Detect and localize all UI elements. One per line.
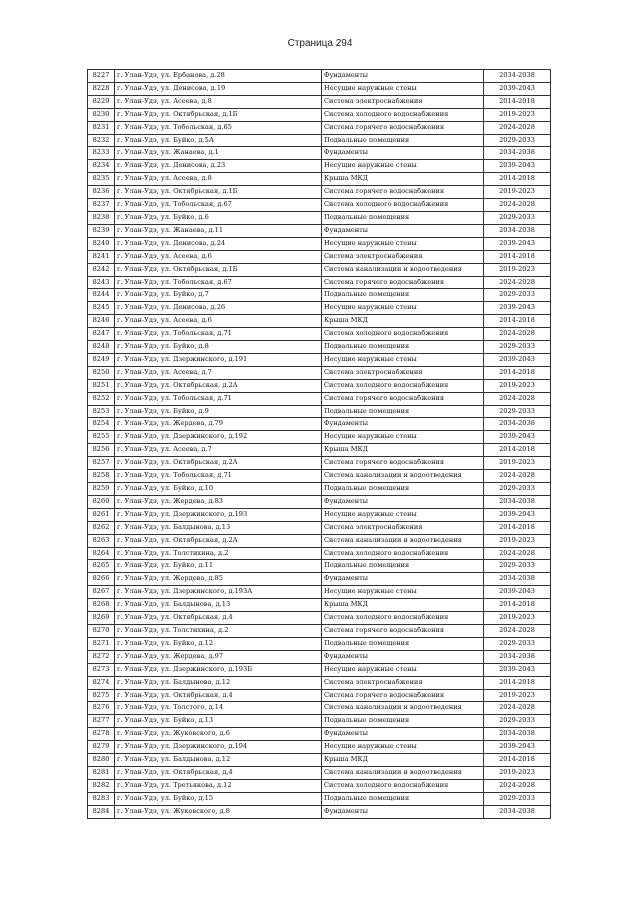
work-type-cell: Система канализации и водоотведения <box>322 766 484 779</box>
table-row <box>88 431 551 444</box>
row-number-cell: 8240 <box>88 237 115 250</box>
address-cell: г. Улан-Удэ, ул. Октябрьская, д.4 <box>115 689 322 702</box>
work-type-cell: Система электроснабжения <box>322 366 484 379</box>
period-cell: 2039-2043 <box>484 353 551 366</box>
work-type-cell: Система горячего водоснабжения <box>322 186 484 199</box>
table-row <box>88 70 551 83</box>
table-row <box>88 676 551 689</box>
address-cell: г. Улан-Удэ, ул. Асеева, д.8 <box>115 95 322 108</box>
period-cell: 2024-2028 <box>484 328 551 341</box>
address-cell: г. Улан-Удэ, ул. Жанаева, д.1 <box>115 147 322 160</box>
row-number-cell: 8268 <box>88 599 115 612</box>
table-row <box>88 483 551 496</box>
address-cell: г. Улан-Удэ, ул. Дзержинского, д.193А <box>115 586 322 599</box>
work-type-cell: Несущие наружные стены <box>322 431 484 444</box>
row-number-cell: 8256 <box>88 444 115 457</box>
period-cell: 2014-2018 <box>484 444 551 457</box>
table-row <box>88 160 551 173</box>
row-number-cell: 8259 <box>88 483 115 496</box>
table-row <box>88 663 551 676</box>
address-cell: г. Улан-Удэ, ул. Денисова, д.23 <box>115 160 322 173</box>
period-cell: 2024-2028 <box>484 470 551 483</box>
row-number-cell: 8274 <box>88 676 115 689</box>
address-cell: г. Улан-Удэ, ул. Тобольская, д.71 <box>115 328 322 341</box>
address-cell: г. Улан-Удэ, ул. Балдынова, д.13 <box>115 521 322 534</box>
work-type-cell: Крыша МКД <box>322 315 484 328</box>
address-cell: г. Улан-Удэ, ул. Асеева, д.7 <box>115 444 322 457</box>
address-cell: г. Улан-Удэ, ул. Жанаева, д.11 <box>115 224 322 237</box>
work-type-cell: Система канализации и водоотведения <box>322 534 484 547</box>
table-row <box>88 353 551 366</box>
table-row <box>88 534 551 547</box>
work-type-cell: Система холодного водоснабжения <box>322 108 484 121</box>
work-type-cell: Система холодного водоснабжения <box>322 199 484 212</box>
work-type-cell: Система канализации и водоотведения <box>322 263 484 276</box>
address-cell: г. Улан-Удэ, ул. Денисова, д.24 <box>115 237 322 250</box>
table-row <box>88 405 551 418</box>
address-cell: г. Улан-Удэ, ул. Толстихина, д.2 <box>115 547 322 560</box>
table-row <box>88 392 551 405</box>
row-number-cell: 8263 <box>88 534 115 547</box>
work-type-cell: Система канализации и водоотведения <box>322 470 484 483</box>
address-cell: г. Улан-Удэ, ул. Дзержинского, д.193 <box>115 508 322 521</box>
period-cell: 2039-2043 <box>484 431 551 444</box>
period-cell: 2039-2043 <box>484 586 551 599</box>
address-cell: г. Улан-Удэ, ул. Балдынова, д.12 <box>115 754 322 767</box>
row-number-cell: 8230 <box>88 108 115 121</box>
work-type-cell: Фундаменты <box>322 495 484 508</box>
row-number-cell: 8260 <box>88 495 115 508</box>
period-cell: 2019-2023 <box>484 766 551 779</box>
row-number-cell: 8251 <box>88 379 115 392</box>
period-cell: 2034-2038 <box>484 728 551 741</box>
row-number-cell: 8281 <box>88 766 115 779</box>
table-row <box>88 418 551 431</box>
address-cell: г. Улан-Удэ, ул. Дзержинского, д.191 <box>115 353 322 366</box>
work-type-cell: Система электроснабжения <box>322 250 484 263</box>
period-cell: 2014-2018 <box>484 754 551 767</box>
row-number-cell: 8261 <box>88 508 115 521</box>
work-type-cell: Несущие наружные стены <box>322 237 484 250</box>
work-type-cell: Фундаменты <box>322 70 484 83</box>
table-row <box>88 779 551 792</box>
address-cell: г. Улан-Удэ, ул. Денисова, д.19 <box>115 82 322 95</box>
period-cell: 2029-2033 <box>484 637 551 650</box>
period-cell: 2029-2033 <box>484 289 551 302</box>
row-number-cell: 8252 <box>88 392 115 405</box>
work-type-cell: Подвальные помещения <box>322 483 484 496</box>
period-cell: 2024-2028 <box>484 276 551 289</box>
period-cell: 2029-2033 <box>484 483 551 496</box>
table-row <box>88 624 551 637</box>
period-cell: 2024-2028 <box>484 624 551 637</box>
row-number-cell: 8243 <box>88 276 115 289</box>
address-cell: г. Улан-Удэ, ул. Асеева, д.6 <box>115 315 322 328</box>
work-type-cell: Подвальные помещения <box>322 134 484 147</box>
address-cell: г. Улан-Удэ, ул. Октябрьская, д.2А <box>115 379 322 392</box>
row-number-cell: 8279 <box>88 741 115 754</box>
address-cell: г. Улан-Удэ, ул. Дзержинского, д.192 <box>115 431 322 444</box>
address-cell: г. Улан-Удэ, ул. Ербанова, д.28 <box>115 70 322 83</box>
work-type-cell: Несущие наружные стены <box>322 586 484 599</box>
row-number-cell: 8234 <box>88 160 115 173</box>
address-cell: г. Улан-Удэ, ул. Жуковского, д.6 <box>115 728 322 741</box>
address-cell: г. Улан-Удэ, ул. Октябрьская, д.4 <box>115 612 322 625</box>
row-number-cell: 8273 <box>88 663 115 676</box>
row-number-cell: 8271 <box>88 637 115 650</box>
address-cell: г. Улан-Удэ, ул. Тобольская, д.65 <box>115 121 322 134</box>
row-number-cell: 8275 <box>88 689 115 702</box>
address-cell: г. Улан-Удэ, ул. Октябрьская, д.2А <box>115 457 322 470</box>
work-type-cell: Фундаменты <box>322 728 484 741</box>
row-number-cell: 8241 <box>88 250 115 263</box>
row-number-cell: 8262 <box>88 521 115 534</box>
period-cell: 2019-2023 <box>484 263 551 276</box>
work-type-cell: Крыша МКД <box>322 754 484 767</box>
row-number-cell: 8276 <box>88 702 115 715</box>
period-cell: 2019-2023 <box>484 612 551 625</box>
table-row <box>88 573 551 586</box>
period-cell: 2034-2038 <box>484 495 551 508</box>
row-number-cell: 8247 <box>88 328 115 341</box>
table-row <box>88 211 551 224</box>
row-number-cell: 8267 <box>88 586 115 599</box>
address-cell: г. Улан-Удэ, ул. Буйко, д.11 <box>115 560 322 573</box>
row-number-cell: 8239 <box>88 224 115 237</box>
row-number-cell: 8270 <box>88 624 115 637</box>
period-cell: 2019-2023 <box>484 689 551 702</box>
row-number-cell: 8233 <box>88 147 115 160</box>
row-number-cell: 8280 <box>88 754 115 767</box>
period-cell: 2014-2018 <box>484 95 551 108</box>
table-row <box>88 637 551 650</box>
work-type-cell: Подвальные помещения <box>322 341 484 354</box>
period-cell: 2019-2023 <box>484 186 551 199</box>
period-cell: 2029-2033 <box>484 405 551 418</box>
address-cell: г. Улан-Удэ, ул. Толстихина, д.2 <box>115 624 322 637</box>
work-type-cell: Несущие наружные стены <box>322 353 484 366</box>
period-cell: 2039-2043 <box>484 302 551 315</box>
row-number-cell: 8264 <box>88 547 115 560</box>
period-cell: 2039-2043 <box>484 82 551 95</box>
row-number-cell: 8284 <box>88 805 115 818</box>
period-cell: 2029-2033 <box>484 134 551 147</box>
period-cell: 2039-2043 <box>484 508 551 521</box>
table-row <box>88 741 551 754</box>
work-type-cell: Фундаменты <box>322 650 484 663</box>
table-row <box>88 224 551 237</box>
period-cell: 2019-2023 <box>484 379 551 392</box>
address-cell: г. Улан-Удэ, ул. Тобольская, д.71 <box>115 392 322 405</box>
address-cell: г. Улан-Удэ, ул. Буйко, д.10 <box>115 483 322 496</box>
work-type-cell: Система горячего водоснабжения <box>322 689 484 702</box>
row-number-cell: 8244 <box>88 289 115 302</box>
row-number-cell: 8250 <box>88 366 115 379</box>
table-row <box>88 328 551 341</box>
work-type-cell: Система горячего водоснабжения <box>322 276 484 289</box>
row-number-cell: 8282 <box>88 779 115 792</box>
row-number-cell: 8249 <box>88 353 115 366</box>
address-cell: г. Улан-Удэ, ул. Буйко, д.8 <box>115 341 322 354</box>
table-row <box>88 702 551 715</box>
work-type-cell: Крыша МКД <box>322 444 484 457</box>
address-cell: г. Улан-Удэ, ул. Толстого, д.14 <box>115 702 322 715</box>
address-cell: г. Улан-Удэ, ул. Тобольская, д.71 <box>115 470 322 483</box>
repair-schedule-table <box>87 69 551 819</box>
address-cell: г. Улан-Удэ, ул. Жуковского, д.8 <box>115 805 322 818</box>
period-cell: 2014-2018 <box>484 599 551 612</box>
row-number-cell: 8255 <box>88 431 115 444</box>
table-row <box>88 379 551 392</box>
row-number-cell: 8277 <box>88 715 115 728</box>
table-row <box>88 728 551 741</box>
period-cell: 2014-2018 <box>484 173 551 186</box>
row-number-cell: 8228 <box>88 82 115 95</box>
row-number-cell: 8253 <box>88 405 115 418</box>
address-cell: г. Улан-Удэ, ул. Дзержинского, д.194 <box>115 741 322 754</box>
work-type-cell: Система горячего водоснабжения <box>322 392 484 405</box>
work-type-cell: Подвальные помещения <box>322 405 484 418</box>
address-cell: г. Улан-Удэ, ул. Жердева, д.97 <box>115 650 322 663</box>
address-cell: г. Улан-Удэ, ул. Октябрьская, д.2А <box>115 534 322 547</box>
address-cell: г. Улан-Удэ, ул. Тобольская, д.67 <box>115 276 322 289</box>
work-type-cell: Система холодного водоснабжения <box>322 779 484 792</box>
work-type-cell: Несущие наружные стены <box>322 508 484 521</box>
period-cell: 2024-2028 <box>484 199 551 212</box>
row-number-cell: 8236 <box>88 186 115 199</box>
address-cell: г. Улан-Удэ, ул. Октябрьская, д.1Б <box>115 186 322 199</box>
table-row <box>88 134 551 147</box>
address-cell: г. Улан-Удэ, ул. Денисова, д.26 <box>115 302 322 315</box>
table-row <box>88 495 551 508</box>
work-type-cell: Крыша МКД <box>322 599 484 612</box>
table-row <box>88 250 551 263</box>
row-number-cell: 8248 <box>88 341 115 354</box>
row-number-cell: 8272 <box>88 650 115 663</box>
address-cell: г. Улан-Удэ, ул. Буйко, д.13 <box>115 715 322 728</box>
table-row <box>88 521 551 534</box>
address-cell: г. Улан-Удэ, ул. Буйко, д.15 <box>115 792 322 805</box>
work-type-cell: Несущие наружные стены <box>322 160 484 173</box>
address-cell: г. Улан-Удэ, ул. Буйко, д.12 <box>115 637 322 650</box>
address-cell: г. Улан-Удэ, ул. Буйко, д.7 <box>115 289 322 302</box>
period-cell: 2014-2018 <box>484 676 551 689</box>
period-cell: 2014-2018 <box>484 250 551 263</box>
address-cell: г. Улан-Удэ, ул. Третьякова, д.12 <box>115 779 322 792</box>
period-cell: 2024-2028 <box>484 121 551 134</box>
work-type-cell: Несущие наружные стены <box>322 663 484 676</box>
period-cell: 2014-2018 <box>484 366 551 379</box>
table-row <box>88 715 551 728</box>
period-cell: 2029-2033 <box>484 560 551 573</box>
work-type-cell: Система холодного водоснабжения <box>322 612 484 625</box>
table-row <box>88 366 551 379</box>
table-row <box>88 173 551 186</box>
period-cell: 2039-2043 <box>484 237 551 250</box>
address-cell: г. Улан-Удэ, ул. Жердева, д.83 <box>115 495 322 508</box>
work-type-cell: Система холодного водоснабжения <box>322 379 484 392</box>
work-type-cell: Система канализации и водоотведения <box>322 702 484 715</box>
work-type-cell: Фундаменты <box>322 805 484 818</box>
work-type-cell: Несущие наружные стены <box>322 741 484 754</box>
period-cell: 2019-2023 <box>484 108 551 121</box>
table-row <box>88 612 551 625</box>
table-row <box>88 95 551 108</box>
period-cell: 2014-2018 <box>484 315 551 328</box>
row-number-cell: 8283 <box>88 792 115 805</box>
work-type-cell: Подвальные помещения <box>322 560 484 573</box>
period-cell: 2034-2038 <box>484 573 551 586</box>
work-type-cell: Фундаменты <box>322 147 484 160</box>
table-row <box>88 444 551 457</box>
work-type-cell: Фундаменты <box>322 418 484 431</box>
table-row <box>88 276 551 289</box>
table-row <box>88 586 551 599</box>
row-number-cell: 8242 <box>88 263 115 276</box>
period-cell: 2034-2038 <box>484 70 551 83</box>
address-cell: г. Улан-Удэ, ул. Буйко, д.9 <box>115 405 322 418</box>
row-number-cell: 8246 <box>88 315 115 328</box>
address-cell: г. Улан-Удэ, ул. Тобольская, д.67 <box>115 199 322 212</box>
table-row <box>88 457 551 470</box>
period-cell: 2024-2028 <box>484 702 551 715</box>
address-cell: г. Улан-Удэ, ул. Октябрьская, д.1Б <box>115 263 322 276</box>
period-cell: 2024-2028 <box>484 547 551 560</box>
work-type-cell: Система горячего водоснабжения <box>322 121 484 134</box>
table-row <box>88 508 551 521</box>
period-cell: 2024-2028 <box>484 392 551 405</box>
address-cell: г. Улан-Удэ, ул. Буйко, д.6 <box>115 211 322 224</box>
table-row <box>88 792 551 805</box>
row-number-cell: 8269 <box>88 612 115 625</box>
row-number-cell: 8229 <box>88 95 115 108</box>
row-number-cell: 8245 <box>88 302 115 315</box>
work-type-cell: Подвальные помещения <box>322 792 484 805</box>
address-cell: г. Улан-Удэ, ул. Балдынова, д.12 <box>115 676 322 689</box>
period-cell: 2034-2038 <box>484 650 551 663</box>
table-row <box>88 650 551 663</box>
work-type-cell: Система холодного водоснабжения <box>322 328 484 341</box>
table-row <box>88 237 551 250</box>
work-type-cell: Несущие наружные стены <box>322 82 484 95</box>
work-type-cell: Система холодного водоснабжения <box>322 547 484 560</box>
address-cell: г. Улан-Удэ, ул. Асеева, д.7 <box>115 366 322 379</box>
table-row <box>88 599 551 612</box>
row-number-cell: 8237 <box>88 199 115 212</box>
period-cell: 2024-2028 <box>484 779 551 792</box>
row-number-cell: 8227 <box>88 70 115 83</box>
period-cell: 2029-2033 <box>484 211 551 224</box>
address-cell: г. Улан-Удэ, ул. Дзержинского, д.193Б <box>115 663 322 676</box>
row-number-cell: 8232 <box>88 134 115 147</box>
table-body <box>88 70 551 819</box>
period-cell: 2029-2033 <box>484 792 551 805</box>
row-number-cell: 8235 <box>88 173 115 186</box>
table-row <box>88 689 551 702</box>
period-cell: 2034-2038 <box>484 805 551 818</box>
work-type-cell: Система электроснабжения <box>322 95 484 108</box>
period-cell: 2039-2043 <box>484 663 551 676</box>
work-type-cell: Фундаменты <box>322 224 484 237</box>
work-type-cell: Подвальные помещения <box>322 289 484 302</box>
table-row <box>88 560 551 573</box>
row-number-cell: 8278 <box>88 728 115 741</box>
work-type-cell: Система горячего водоснабжения <box>322 624 484 637</box>
table-row <box>88 302 551 315</box>
table-row <box>88 82 551 95</box>
address-cell: г. Улан-Удэ, ул. Буйко, д.5А <box>115 134 322 147</box>
address-cell: г. Улан-Удэ, ул. Асеева, д.8 <box>115 173 322 186</box>
table-row <box>88 341 551 354</box>
table-row <box>88 547 551 560</box>
work-type-cell: Подвальные помещения <box>322 715 484 728</box>
work-type-cell: Несущие наружные стены <box>322 302 484 315</box>
table-row <box>88 754 551 767</box>
period-cell: 2034-2038 <box>484 147 551 160</box>
page-number-header: Страница 294 <box>287 38 353 49</box>
row-number-cell: 8231 <box>88 121 115 134</box>
period-cell: 2039-2043 <box>484 741 551 754</box>
period-cell: 2034-2038 <box>484 224 551 237</box>
period-cell: 2019-2023 <box>484 534 551 547</box>
period-cell: 2029-2033 <box>484 715 551 728</box>
period-cell: 2014-2018 <box>484 521 551 534</box>
table-row <box>88 289 551 302</box>
row-number-cell: 8265 <box>88 560 115 573</box>
address-cell: г. Улан-Удэ, ул. Жердева, д.79 <box>115 418 322 431</box>
table-row <box>88 121 551 134</box>
work-type-cell: Крыша МКД <box>322 173 484 186</box>
table-row <box>88 805 551 818</box>
period-cell: 2029-2033 <box>484 341 551 354</box>
table-row <box>88 186 551 199</box>
row-number-cell: 8266 <box>88 573 115 586</box>
table-row <box>88 470 551 483</box>
row-number-cell: 8238 <box>88 211 115 224</box>
address-cell: г. Улан-Удэ, ул. Асеева, д.6 <box>115 250 322 263</box>
address-cell: г. Улан-Удэ, ул. Октябрьская, д.1Б <box>115 108 322 121</box>
work-type-cell: Система электроснабжения <box>322 676 484 689</box>
table-row <box>88 766 551 779</box>
table-row <box>88 108 551 121</box>
address-cell: г. Улан-Удэ, ул. Жердева, д.85 <box>115 573 322 586</box>
work-type-cell: Система электроснабжения <box>322 521 484 534</box>
address-cell: г. Улан-Удэ, ул. Октябрьская, д.4 <box>115 766 322 779</box>
row-number-cell: 8254 <box>88 418 115 431</box>
period-cell: 2034-2038 <box>484 418 551 431</box>
row-number-cell: 8258 <box>88 470 115 483</box>
address-cell: г. Улан-Удэ, ул. Балдынова, д.13 <box>115 599 322 612</box>
period-cell: 2019-2023 <box>484 457 551 470</box>
work-type-cell: Система горячего водоснабжения <box>322 457 484 470</box>
table-row <box>88 263 551 276</box>
table-row <box>88 147 551 160</box>
period-cell: 2039-2043 <box>484 160 551 173</box>
work-type-cell: Подвальные помещения <box>322 637 484 650</box>
row-number-cell: 8257 <box>88 457 115 470</box>
work-type-cell: Подвальные помещения <box>322 211 484 224</box>
table-row <box>88 315 551 328</box>
work-type-cell: Фундаменты <box>322 573 484 586</box>
table-row <box>88 199 551 212</box>
